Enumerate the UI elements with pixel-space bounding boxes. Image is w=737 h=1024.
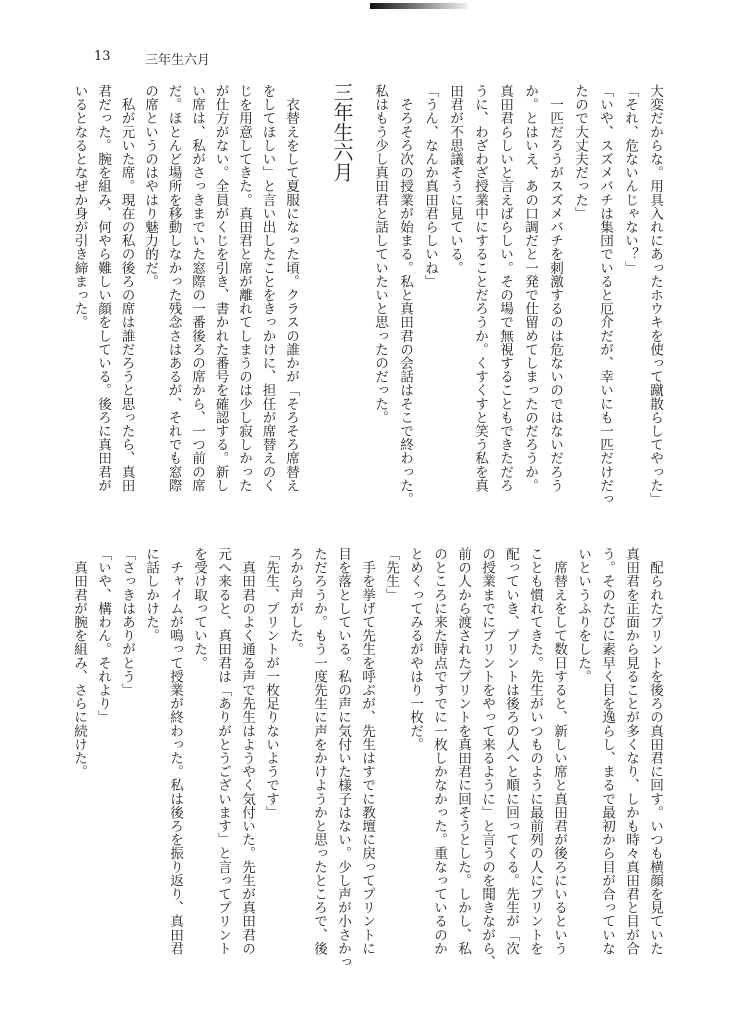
text-column: の授業までにプリントをやって来るように」と言うのを聞きながら、: [479, 547, 495, 969]
text-column: の席というのはやはり魅力的だ。: [142, 84, 158, 288]
page-gradient-bar: [370, 3, 468, 9]
text-column: 目を落としている。私の声に気付いた様子はない。少し声が小さかっ: [335, 547, 351, 969]
lower-text-block: [67, 547, 667, 977]
text-column: 私はもう少し真田君と話していたいと思ったのだった。: [372, 84, 388, 424]
text-column: 衣替えをして夏服になった頃。クラスの誰かが「そろそろ席替え: [283, 84, 299, 492]
text-column: いというふりをした。: [575, 547, 591, 683]
text-column: を受け取っていた。: [191, 547, 207, 670]
running-header-title: 三年生六月: [145, 53, 211, 68]
page-number: 13: [94, 49, 111, 64]
text-column: をしてほしい」と言い出したことをきっかけに、担任が席替えのく: [259, 84, 276, 492]
text-column: 手を挙げて先生を呼ぶが、先生はすでに教壇に戻ってプリントに: [359, 547, 375, 955]
text-column: うに、わざわざ授業中にすることだろうか。くすくすと笑う私を真: [472, 84, 488, 492]
text-column: 元へ来ると、真田君は「ありがとうございます」と言ってプリント: [215, 547, 231, 955]
text-column: 「さっきはありがとう」: [119, 547, 135, 697]
text-column: そろそろ次の授業が始まる。私と真田君の会話はそこで終わった。: [397, 84, 413, 506]
text-column: ろから声がした。: [287, 547, 303, 656]
text-column: ただろうか。もう一度先生に声をかけようかと思ったところで、後: [311, 547, 327, 955]
upper-left-text-block: [67, 84, 302, 524]
text-column: 一匹だろうがスズメバチを刺激するのは危ないのではないだろう: [547, 84, 563, 492]
text-column: に話しかけた。: [143, 547, 159, 643]
text-column: 大変だからな。用具入れにあったホウキを使って蹴散らしてやった」: [647, 84, 663, 506]
text-column: いるとなるとなぜか身が引き締まった。: [71, 84, 88, 329]
text-column: が仕方がない。全員がくじを引き、書かれた番号を確認する。新し: [212, 84, 229, 492]
text-column: 真田君が腕を組み、さらに続けた。: [71, 547, 87, 779]
text-column: 君だった。腕を組み、何やら難しい顔をしている。後ろに真田君が: [95, 84, 111, 492]
text-column: 席替えをして数日すると、新しい席と真田君が後ろにいるという: [551, 547, 567, 955]
text-column: 「先生」: [383, 547, 399, 602]
upper-right-text-block: [367, 84, 667, 524]
text-column: たので大丈夫だった」: [572, 84, 588, 220]
text-column: 真田君のよく通る声で先生はようやく気付いた。先生が真田君の: [239, 547, 255, 955]
text-column: 私が元いた席。現在の私の後ろの席は誰だろうと思ったら、真田: [118, 84, 135, 492]
text-column: とめくってみるがやはり一枚だ。: [407, 547, 423, 751]
text-column: 配っていき、プリントは後ろの人へと順に回ってくる。先生が「次: [503, 547, 519, 955]
text-column: ことも慣れてきた。先生がいつものように最前列の人にプリントを: [527, 547, 543, 955]
text-column: 「うん、なんか真田君らしいね」: [422, 84, 438, 288]
text-column: じを用意してきた。真田君と席が離れてしまうのは少し寂しかった: [236, 84, 252, 492]
text-column: 「先生、プリントが一枚足りないようです」: [263, 547, 279, 819]
text-column: チャイムが鳴って授業が終わった。私は後ろを振り返り、真田君: [167, 547, 183, 955]
text-column: 真田君を正面から見ることが多くなり、しかも時々真田君と目が合: [623, 547, 639, 955]
text-column: う。そのたびに素早く目を逸らし、まるで最初から目が合っていな: [599, 547, 615, 955]
text-column: 「いや、スズメバチは集団でいると厄介だが、幸いにも一匹だけだっ: [597, 84, 613, 506]
text-column: 前の人から渡されたプリントを真田君に回そうとした。しかし、私: [455, 547, 471, 955]
text-column: だ。ほとんど場所を移動しなかった残念さはあるが、それでも窓際: [165, 84, 182, 492]
text-column: のところに来た時点ですでに一枚しかなかった。重なっているのか: [431, 547, 447, 955]
text-column: 真田君らしいと言えばらしい。その場で無視することもできただろ: [497, 84, 513, 492]
text-column: 配られたプリントを後ろの真田君に回す。いつも横顔を見ていた: [647, 547, 663, 955]
text-column: か。とはいえ、あの口調だと一発で仕留めてしまったのだろうか。: [522, 84, 538, 492]
text-column: 「それ、危ないんじゃない？」: [622, 84, 638, 275]
text-column: 田君が不思議そうに見ている。: [447, 84, 463, 275]
text-column: 「いや、構わん。それより」: [95, 547, 111, 724]
text-column: い席は、私がさっきまでいた窓際の一番後ろの席から、一つ前の席: [189, 84, 205, 492]
chapter-title: 三年生六月: [330, 82, 354, 182]
